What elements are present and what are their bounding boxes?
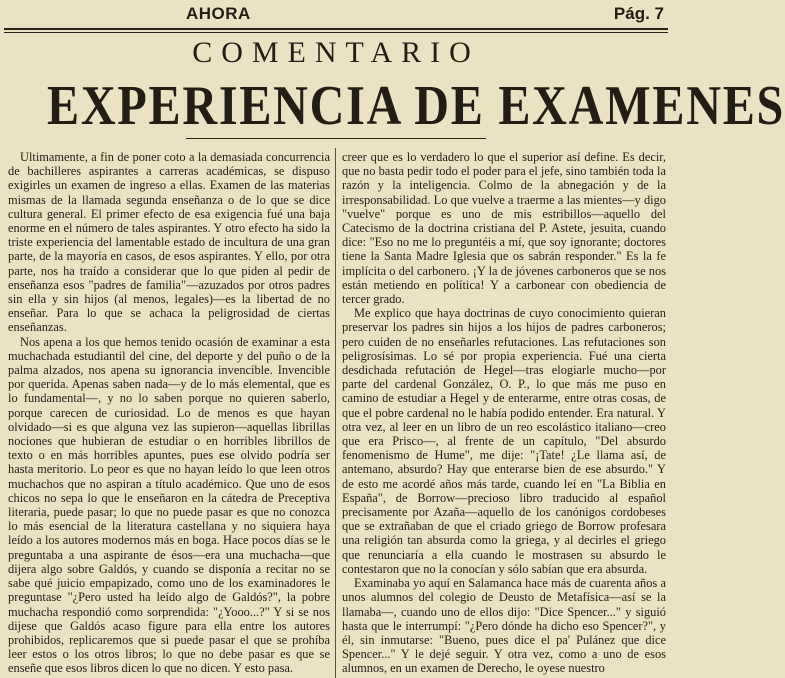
paragraph: Nos apena a los que hemos tenido ocasión de examinar a esta muchachada estudiantil del cine, del deporte y del puño o de la palma alzados, nos apena su ignorancia invencible. Invencible por querida. Apenas saben nada—y de lo más elemental, que es lo fundamental—, y no lo saben porque no quieren saberlo, porque carecen de curiosidad. Lo de menos es que hayan olvidado—si es que alguna vez las supieron—aquellas librillas nociones que hubieran de estudiar o en horribles librillos de texto o en más horribles apuntes, pues ese olvido podría ser hasta meritorio. Lo peor es que no hayan leído lo que leen otros muchachos que no aspiran a título académico. Que uno de esos chicos no sepa lo que le enseñaron en la cátedra de Preceptiva literaria, puede pasar; lo que no puede pasar es que no conozca lo más esencial de la literatura castellana y no siquiera haya leído a los autores modernos más en boga. Hace pocos días se le preguntaba a una aspirante de ésos—era una muchacha—que dijera algo sobre Galdós, y cuando se disponía a recitar no se sabe qué juicio empapizado, como uno de los examinadores le preguntase "¿Pero usted ha leído algo de Galdós?", la pobre muchacha respondió como sorprendida: "¿Yooo...?" Y si se nos dijese que Galdós acaso figure para ella entre los autores prohibidos, replicaremos que si puede pasar el que se prohíba leer estos o los otros libros; lo que no debe pasar es que se enseñe que esos libros dicen lo que no dicen. Y esto pasa. [8,334,330,676]
section-title: COMENTARIO [192,36,480,69]
paragraph: Examinaba yo aquí en Salamanca hace más de cuarenta años a unos alumnos del colegio de Deusto de Metafísica—así se la llamaba—, cuando uno de ellos dijo: "Dice Spencer..." y siguió hasta que le interrumpí: "¿Pero dónde ha dicho eso Spencer?", y él, sin inmutarse: "Bueno, pues dice el pa' Pulánez que dice Spencer..." Y le dejé seguir. Y otra vez, como a uno de esos alumnos, en un examen de Derecho, le oyese nuestro [342,576,666,676]
paragraph: creer que es lo verdadero lo que el superior así define. Es decir, que no basta pedir todo el poder para el jefe, sino también toda la razón y la inteligencia. Colmo de la abnegación y de la irresponsabilidad. Lo que vuelve a traerme a las mientes—y digo "vuelve" porque es uno de mis estribillos—aquello del Catecismo de la doctrina cristiana del P. Astete, jesuita, cuando dice: "Eso no me lo preguntéis a mí, que soy ignorante; doctores tiene la Santa Madre Iglesia que os sabrán responder." Es la fe implícita o del carbonero. ¡Y la de jóvenes carboneros que se nos están metiendo en política! Y a carbonear con obediencia de tercer grado. [342,150,666,307]
paragraph: Ultimamente, a fin de poner coto a la demasiada concurrencia de bachilleres aspirantes a carreras académicas, se dispuso exigirles un examen de ingreso a ellas. Examen de las materias mismas de la llamada segunda enseñanza o de lo que se dice cultura general. El primer efecto de esa exigencia fué una baja enorme en el número de tales aspirantes. Y otro efecto ha sido la triste experiencia del lamentable estado de incultura de una gran parte, de la mayoría en casos, de esos aspirantes. Y ello, por otra parte, nos ha traído a considerar que lo que piden al pedir de enseñanza esos "padres de familia"—azuzados por otros padres sin ella y sin hijos (al menos, legales)—es la libertad de no enseñar. Para lo que se achaca la peligrosidad de ciertas enseñanzas. [8,150,330,335]
publication-name: AHORA [186,4,251,23]
headline-rule [186,138,486,139]
masthead [0,0,672,28]
paragraph: Me explico que haya doctrinas de cuyo conocimiento quieran preservar los padres sin hijos a los hijos de padres carboneros; pero cuiden de no enseñarles refutaciones. Las refutaciones son peligrosísimas. Lo sé por propia experiencia. Fué una cierta desdichada refutación de Hegel—tras elogiarle mucho—por parte del cardenal González, O. P., lo que más me puso en camino de estudiar a Hegel y de enterarme, entre otras cosas, de que el pobre cardenal no le había podido entender. Era natural. Y otra vez, al leer en un libro de un reo escolástico italiano—creo que era Prisco—, al frente de un capítulo, "Del absurdo fenomenismo de Hume", me dije: "¡Tate! ¿Le llama así, de antemano, absurdo? Hay que enterarse bien de ese absurdo." Y de esto me acordé años más tarde, cuando leí en "La Biblia en España", de Borrow—precioso libro traducido al español precisamente por Azaña—aquello de los canónigos cordobeses que se extrañaban de que el criado griego de Borrow profesara una religión tan absurda como la griega, y al decirles el griego que renunciaría a ella cuando le mostrasen su absurdo le contestaron que no la conocían y sólo sabían que era absurda. [342,306,666,576]
page-number: Pág. 7 [613,4,664,23]
article-column-2 [342,150,666,678]
masthead-rule [4,28,668,33]
headline: EXPERIENCIA DE EXAMENES [47,75,785,137]
article-column-1 [8,150,330,678]
column-divider [335,148,336,678]
